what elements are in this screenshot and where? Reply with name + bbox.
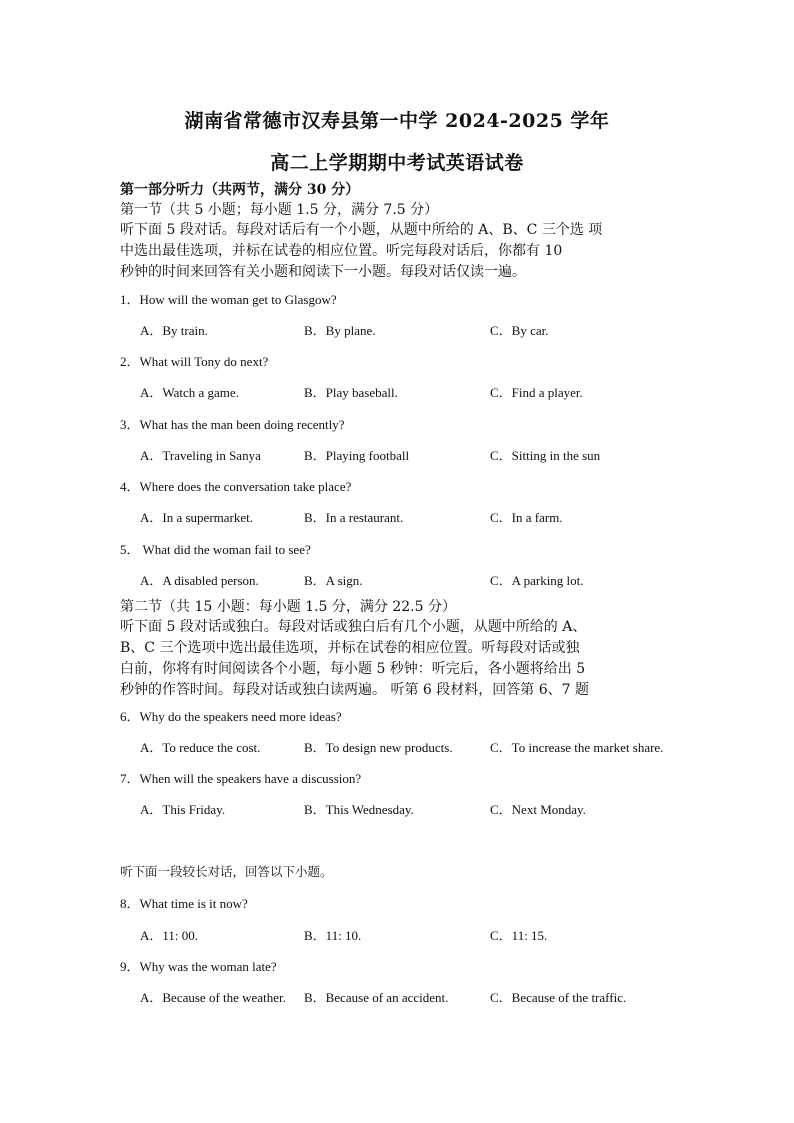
section2-header xyxy=(120,597,680,701)
option-a[interactable]: A．This Friday. xyxy=(140,802,226,817)
option-a[interactable]: A．By train. xyxy=(140,323,208,338)
option-b[interactable]: B．A sign. xyxy=(304,573,363,588)
question-options xyxy=(140,448,720,464)
part1-header xyxy=(120,180,680,283)
question-stem: 8．What time is it now? xyxy=(120,896,248,911)
option-a[interactable]: A．A disabled person. xyxy=(140,573,259,588)
section1-heading: 第一节（共 5 小题；每小题 1.5 分，满分 7.5 分） xyxy=(120,202,439,218)
instruction-line: 秒钟的作答时间。每段对话或独白读两遍。 听第 6 段材料，回答第 6、7 题 xyxy=(120,682,589,698)
option-c[interactable]: C．Because of the traffic. xyxy=(490,990,627,1005)
option-a[interactable]: A．Watch a game. xyxy=(140,385,239,400)
option-c[interactable]: C．By car. xyxy=(490,323,549,338)
option-c[interactable]: C．Next Monday. xyxy=(490,802,586,817)
question-stem: 3．What has the man been doing recently? xyxy=(120,417,345,432)
question-options xyxy=(140,510,720,526)
option-b[interactable]: B．Playing football xyxy=(304,448,410,463)
option-b[interactable]: B．11: 10. xyxy=(304,928,362,943)
question-options xyxy=(140,385,720,401)
question-options xyxy=(140,573,720,589)
option-b[interactable]: B．Because of an accident. xyxy=(304,990,449,1005)
option-a[interactable]: A．11: 00. xyxy=(140,928,199,943)
question-stem: 6．Why do the speakers need more ideas? xyxy=(120,709,342,724)
option-b[interactable]: B．In a restaurant. xyxy=(304,510,404,525)
question-options xyxy=(140,802,720,818)
section2-instructions xyxy=(120,617,680,701)
instruction-line: 听下面 5 段对话或独白。每段对话或独白后有几个小题，从题中所给的 A、 xyxy=(120,619,587,635)
question-options xyxy=(140,323,720,339)
question-options xyxy=(140,990,720,1006)
instruction-line: 中选出最佳选项，并标在试卷的相应位置。听完每段对话后，你都有 10 xyxy=(120,243,563,259)
option-c[interactable]: C．Find a player. xyxy=(490,385,583,400)
exam-title-line1: 湖南省常德市汉寿县第一中学 2024-2025 学年 xyxy=(184,110,610,132)
question-options xyxy=(140,928,720,944)
question-stem: 9．Why was the woman late? xyxy=(120,959,277,974)
option-c[interactable]: C．Sitting in the sun xyxy=(490,448,601,463)
question-stem: 4．Where does the conversation take place? xyxy=(120,479,352,494)
option-c[interactable]: C．To increase the market share. xyxy=(490,740,664,755)
exam-title-line2: 高二上学期期中考试英语试卷 xyxy=(270,152,524,174)
section2-heading: 第二节（共 15 小题：每小题 1.5 分，满分 22.5 分） xyxy=(120,599,456,615)
question-stem: 5． What did the woman fail to see? xyxy=(120,542,311,557)
question-stem: 7．When will the speakers have a discussion? xyxy=(120,771,362,786)
option-b[interactable]: B．Play baseball. xyxy=(304,385,398,400)
instruction-line: 白前，你将有时间阅读各个小题，每小题 5 秒钟：听完后，各小题将给出 5 xyxy=(120,661,586,677)
instruction-line: 听下面 5 段对话。每段对话后有一个小题，从题中所给的 A、B、C 三个选 项 xyxy=(120,222,603,238)
question-options xyxy=(140,740,720,756)
instruction-line: B、C 三个选项中选出最佳选项，并标在试卷的相应位置。听每段对话或独 xyxy=(120,640,580,656)
option-c[interactable]: C．In a farm. xyxy=(490,510,563,525)
option-c[interactable]: C．A parking lot. xyxy=(490,573,584,588)
long-dialogue-note: 听下面一段较长对话，回答以下小题。 xyxy=(120,864,333,879)
option-a[interactable]: A．Traveling in Sanya xyxy=(140,448,261,463)
option-a[interactable]: A．In a supermarket. xyxy=(140,510,253,525)
option-b[interactable]: B．This Wednesday. xyxy=(304,802,414,817)
question-stem: 2．What will Tony do next? xyxy=(120,354,269,369)
instruction-line: 秒钟的时间来回答有关小题和阅读下一小题。每段对话仅读一遍。 xyxy=(120,264,526,280)
section1-instructions xyxy=(120,220,680,283)
option-a[interactable]: A．Because of the weather. xyxy=(140,990,286,1005)
option-a[interactable]: A．To reduce the cost. xyxy=(140,740,261,755)
option-b[interactable]: B．By plane. xyxy=(304,323,376,338)
option-c[interactable]: C．11: 15. xyxy=(490,928,548,943)
part1-heading: 第一部分听力（共两节，满分 30 分） xyxy=(120,182,360,198)
option-b[interactable]: B．To design new products. xyxy=(304,740,453,755)
question-stem: 1．How will the woman get to Glasgow? xyxy=(120,292,337,307)
